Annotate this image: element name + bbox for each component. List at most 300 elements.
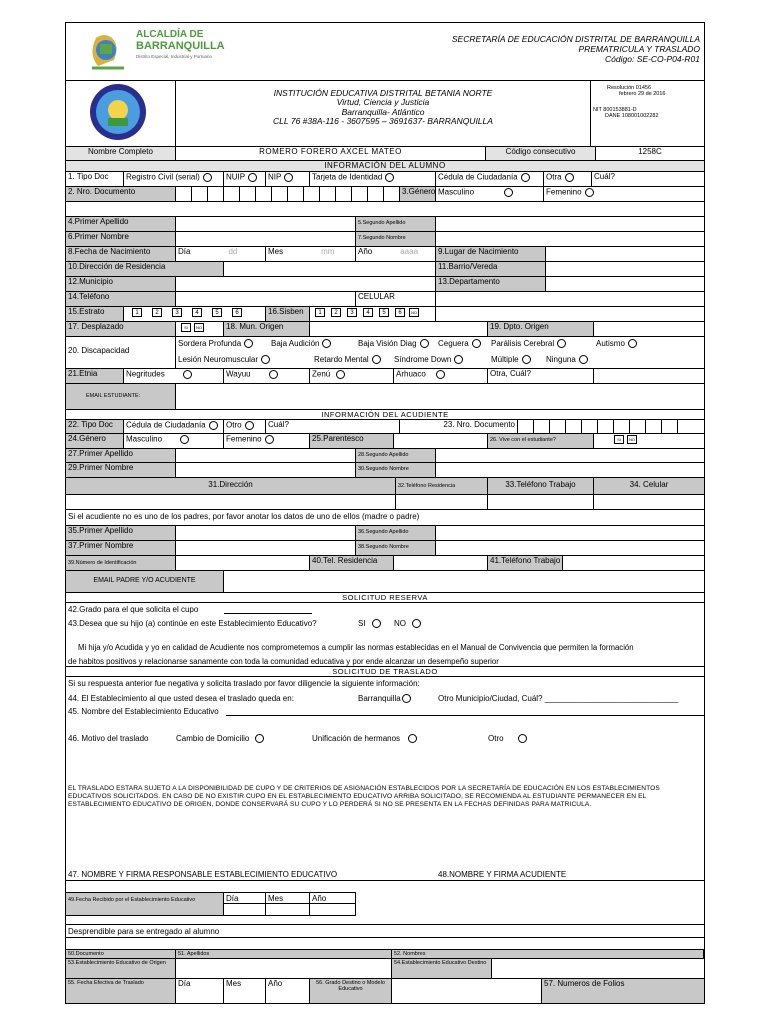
dpto-origen-input[interactable] [594, 322, 704, 336]
fecha-recibido-table [66, 892, 356, 916]
segundo-apellido-label: 5.Segundo Apellido [356, 217, 436, 231]
acud-celular-input[interactable] [594, 495, 704, 509]
parentesco-input[interactable] [394, 434, 488, 448]
desp-nombres [392, 950, 704, 958]
opt-nip-label: NIP [268, 172, 282, 182]
row-apellidos [66, 217, 704, 232]
compromiso-line2: de habitos positivos y relacionarse sanamente con toda la comunidad educativa y por ende alcanzar un desempeño superior [68, 657, 499, 666]
desp-mes: Mes [224, 979, 266, 1003]
section-reserva: SOLICITUD RESERVA [66, 593, 704, 603]
acud-doc-digit-box[interactable] [678, 420, 704, 433]
resolucion-fecha: febrero 29 de 2016 [619, 91, 666, 98]
mes-field[interactable] [266, 247, 356, 261]
doc-digit-box[interactable] [256, 187, 272, 201]
logo-sub: Distrito Especial, Industrial y Portuario [136, 54, 213, 59]
primer-apellido-label: 4.Primer Apellido [66, 217, 176, 231]
acud-opt-masculino[interactable] [124, 434, 224, 448]
estrato-box[interactable]: 5 [212, 308, 222, 317]
etnia-otra[interactable]: Otra, Cuál? [488, 369, 594, 383]
doc-digit-box[interactable] [176, 187, 192, 201]
acud-direccion-label: 31.Dirección [66, 478, 396, 494]
institution-city: Barranquilla- Atlántico [341, 106, 425, 117]
doc-digit-box[interactable] [304, 187, 320, 201]
radio-circle-icon[interactable] [521, 173, 530, 182]
row-nro-doc [66, 187, 704, 202]
radio-circle-icon[interactable] [372, 355, 381, 364]
sisben-box[interactable]: NO [411, 310, 417, 315]
telefono-label: 14.Teléfono [66, 292, 176, 306]
doc-digit-box[interactable] [368, 187, 384, 201]
disc-autismo-label: Autismo [596, 339, 625, 348]
acud-tipo-doc-label: 22. Tipo Doc [66, 420, 124, 433]
email-estudiante-label: EMAIL ESTUDIANTE: [66, 384, 176, 409]
opt-cual[interactable]: Cuál? [594, 172, 615, 181]
fecha-recibido-label: 49.Fecha Recibido por el Establecimiento Educativo [66, 892, 224, 916]
disc-lesion[interactable] [178, 355, 270, 364]
q43-no-label: NO [394, 619, 406, 628]
discapacidad-label: 20. Discapacidad [66, 337, 176, 368]
padre-segundo-nombre-input[interactable] [436, 541, 704, 555]
consecutive-label: Código consecutivo [486, 147, 596, 160]
dia-field[interactable] [176, 247, 266, 261]
acud-opt-cedula-label: Cédula de Ciudadanía [126, 420, 206, 430]
q44-barranquilla-label: Barranquilla [358, 694, 401, 703]
padre-primer-nombre-label: 37.Primer Nombre [66, 541, 176, 555]
acud-opt-otro[interactable] [224, 420, 266, 433]
document-title: PREMATRICULA Y TRASLADO [578, 44, 700, 54]
vive-label: 26. Vive con el estudiante? [488, 434, 594, 448]
lugar-nac-input[interactable] [546, 247, 704, 261]
row-acud-genero [66, 434, 704, 449]
desp-nombres-label: 52. Nombres [394, 951, 426, 957]
tipo-doc-label: 1. Tipo Doc [66, 172, 124, 186]
radio-circle-icon[interactable] [579, 355, 588, 364]
desp-documento: 50.Documento [66, 950, 176, 958]
acud-tel-trab-label: 33.Teléfono Trabajo [488, 478, 594, 494]
nro-doc-label: 2. Nro. Documento [66, 187, 176, 201]
q43-si-label: SI [358, 619, 366, 628]
doc-digit-box[interactable] [320, 187, 336, 201]
segundo-nombre-label: 7.Segundo Nombre [356, 232, 436, 246]
sisben-box[interactable]: 1 [315, 308, 325, 317]
q46-unificacion[interactable] [312, 734, 417, 743]
acud-doc-digit-box[interactable] [550, 420, 566, 433]
estrato-box[interactable]: 2 [152, 308, 162, 317]
radio-circle-icon[interactable] [265, 435, 274, 444]
acud-doc-digit-box[interactable] [614, 420, 630, 433]
disc-multiple-label: Múltiple [491, 355, 519, 364]
acud-tel-trab-input[interactable] [488, 495, 594, 509]
radio-circle-icon[interactable] [436, 370, 445, 379]
q45-input[interactable] [226, 715, 704, 716]
radio-circle-icon[interactable] [245, 421, 254, 430]
doc-digit-box[interactable] [352, 187, 368, 201]
logo-alcaldia [66, 23, 426, 80]
institution-name: INSTITUCIÓN EDUCATIVA DISTRITAL BETANIA NORTE [273, 88, 493, 98]
desplazado-si-box[interactable]: SI [181, 323, 191, 332]
desprendible-title: Desprendible para se entregado al alumno [68, 927, 220, 936]
fecha-recibido-mes: Mes [266, 892, 310, 904]
estrato-blank [436, 307, 704, 321]
departamento-input[interactable] [546, 277, 704, 291]
q43-no[interactable] [394, 619, 421, 628]
acud-opt-cedula[interactable] [124, 420, 224, 433]
dpto-origen-label: 19. Dpto. Origen [488, 322, 594, 336]
acud-tel-res-input[interactable] [396, 495, 488, 509]
q44-barranquilla[interactable] [358, 694, 411, 703]
acud-primer-apellido-input[interactable] [176, 449, 356, 462]
opt-registro-label: Registro Civil (serial) [126, 172, 200, 182]
vive-no-box[interactable]: NO [629, 437, 635, 442]
parentesco-label: 25.Parentesco [310, 434, 394, 448]
padre-primer-nombre-input[interactable] [176, 541, 356, 555]
doc-digit-box[interactable] [240, 187, 256, 201]
desp-est-destino-input[interactable] [492, 959, 704, 978]
direccion-input[interactable] [224, 262, 436, 276]
disc-paralisis[interactable] [491, 339, 566, 348]
doc-digit-box[interactable] [272, 187, 288, 201]
sisben-label: 16.Sisben [266, 307, 310, 321]
row-acud-apellidos [66, 449, 704, 463]
opt-cedula-label: Cédula de Ciudadanía [438, 172, 518, 182]
opt-otra[interactable] [544, 172, 592, 186]
acud-doc-digit-box[interactable] [566, 420, 582, 433]
radio-circle-icon[interactable] [209, 421, 218, 430]
row-acud-contacto-headers [66, 478, 704, 495]
q46-cambio[interactable] [176, 734, 264, 743]
email-estudiante-input[interactable] [176, 384, 704, 409]
acud-segundo-apellido-input[interactable] [436, 449, 704, 462]
row-firmas [66, 869, 704, 881]
resolucion: Resolución 01456 [607, 85, 652, 91]
acud-doc-digit-box[interactable] [534, 420, 550, 433]
institution-legal [591, 81, 704, 146]
radio-circle-icon[interactable] [628, 339, 637, 348]
mun-origen-input[interactable] [310, 322, 488, 336]
acud-primer-apellido-label: 27.Primer Apellido [66, 449, 176, 462]
row-municipio [66, 277, 704, 292]
municipio-input[interactable] [176, 277, 436, 291]
q43-label: 43.Desea que su hijo (a) continúe en este Establecimiento Educativo? [68, 619, 317, 628]
padre-primer-apellido-input[interactable] [176, 526, 356, 540]
acud-doc-digit-box[interactable] [598, 420, 614, 433]
radio-circle-icon[interactable] [385, 173, 394, 182]
q42-input[interactable] [224, 613, 312, 614]
disc-sordera[interactable] [178, 339, 253, 348]
desp-dia: Día [176, 979, 224, 1003]
opt-registro[interactable] [124, 172, 224, 186]
disc-ceguera[interactable] [438, 339, 481, 348]
disc-autismo[interactable] [596, 339, 637, 348]
disc-baja-vision[interactable] [358, 339, 429, 348]
vive-options [594, 434, 704, 448]
row-desp-3 [66, 979, 704, 1003]
q42-label: 42.Grado para el que solicita el cupo [68, 605, 199, 614]
acud-doc-digit-box[interactable] [630, 420, 646, 433]
sisben-box[interactable]: 2 [331, 308, 341, 317]
municipio-label: 12.Municipio [66, 277, 176, 291]
anio-field[interactable] [356, 247, 436, 261]
fecha-recibido-dia-input[interactable] [224, 904, 266, 916]
q44-otro-municipio[interactable]: Otro Municipio/Ciudad, Cuál? ______________________________ [438, 694, 679, 703]
block-reserva [66, 603, 704, 667]
radio-circle-icon[interactable] [180, 435, 189, 444]
row-email-padre [66, 571, 704, 593]
disc-retardo[interactable] [314, 355, 381, 364]
radio-circle-icon[interactable] [557, 339, 566, 348]
doc-digit-box[interactable] [336, 187, 352, 201]
fecha-nac-label: 8.Fecha de Nacimiento [66, 247, 176, 261]
disc-ceguera-label: Ceguera [438, 339, 469, 348]
doc-digit-box[interactable] [224, 187, 240, 201]
acud-primer-nombre-input[interactable] [176, 463, 356, 477]
etnia-otra-input[interactable] [594, 369, 704, 383]
firma-responsable-label: 47. NOMBRE Y FIRMA RESPONSABLE ESTABLECIMIENTO EDUCATIVO [68, 870, 338, 879]
block-traslado [66, 677, 704, 872]
desplazado-label: 17. Desplazado [66, 322, 176, 336]
traslado-nota: Si su respuesta anterior fue negativa y solicita traslado por favor diligencie la siguiente información: [68, 679, 420, 688]
logo-line1: ALCALDÍA DE [136, 29, 204, 40]
disc-baja-audicion[interactable] [271, 339, 331, 348]
acud-doc-digit-box[interactable] [662, 420, 678, 433]
etnia-wayuu-label: Wayuu [226, 369, 251, 379]
estrato-options [124, 307, 266, 321]
primer-nombre-label: 6.Primer Nombre [66, 232, 176, 246]
radio-circle-icon[interactable] [412, 619, 421, 628]
radio-circle-icon[interactable] [203, 173, 212, 182]
acud-celular-label: 34. Celular [594, 478, 704, 494]
row-direccion [66, 262, 704, 277]
doc-digit-box[interactable] [192, 187, 208, 201]
opt-nip[interactable] [266, 172, 310, 186]
institution-seal-icon [68, 82, 168, 142]
nota-padres: Si el acudiente no es uno de los padres, por favor anotar los datos de uno de ellos (madre o padre) [68, 512, 420, 521]
padre-tel-res-input[interactable] [394, 556, 488, 570]
padre-tel-trab-label: 41.Teléfono Trabajo [488, 556, 563, 570]
opt-femenino-label: Femenino [546, 187, 582, 197]
student-name-label: Nombre Completo [66, 147, 176, 160]
doc-digit-box[interactable] [384, 187, 400, 201]
radio-circle-icon[interactable] [585, 188, 594, 197]
acud-doc-digit-box[interactable] [582, 420, 598, 433]
estrato-label: 15.Estrato [66, 307, 124, 321]
doc-digit-box[interactable] [288, 187, 304, 201]
disc-paralisis-label: Parálisis Cerebral [491, 339, 555, 348]
radio-circle-icon[interactable] [269, 370, 278, 379]
disc-baja-vision-label: Baja Visión Diag [358, 339, 417, 348]
acud-direccion-input[interactable] [66, 495, 396, 509]
fecha-recibido-dia: Día [224, 892, 266, 904]
padre-primer-apellido-label: 35.Primer Apellido [66, 526, 176, 540]
fecha-recibido-mes-input[interactable] [266, 904, 310, 916]
disc-ninguna[interactable] [546, 355, 588, 364]
q46-unificacion-label: Unificación de hermanos [312, 734, 401, 743]
estrato-box[interactable]: 4 [192, 308, 202, 317]
row-fecha-nac [66, 247, 704, 262]
radio-circle-icon[interactable] [336, 370, 345, 379]
q46-cambio-label: Cambio de Domicilio [176, 734, 250, 743]
radio-circle-icon[interactable] [244, 339, 253, 348]
dia-label: Día [178, 247, 191, 256]
disc-lesion-label: Lesión Neuromuscular [178, 355, 259, 364]
primer-apellido-input[interactable] [176, 217, 356, 231]
q45-label: 45. Nombre del Establecimiento Educativo [68, 707, 219, 716]
acud-doc-digit-box[interactable] [646, 420, 662, 433]
sisben-box[interactable]: 6 [395, 308, 405, 317]
row-estrato [66, 307, 704, 322]
etnia-wayuu[interactable] [224, 369, 310, 383]
opt-otra-label: Otra [546, 172, 562, 182]
disc-multiple[interactable] [491, 355, 531, 364]
radio-circle-icon[interactable] [522, 355, 531, 364]
institution-info [176, 81, 591, 146]
doc-digit-box[interactable] [208, 187, 224, 201]
desp-est-destino: 54.Establecimiento Educativo Destino [392, 959, 492, 978]
desp-est-origen-input[interactable] [176, 959, 392, 978]
row-padre-apellidos [66, 526, 704, 541]
opt-nuip[interactable] [224, 172, 266, 186]
padre-segundo-apellido-input[interactable] [436, 526, 704, 540]
estrato-box[interactable]: 6 [232, 308, 242, 317]
desplazado-no-box[interactable]: NO [196, 325, 202, 330]
opt-nuip-label: NUIP [226, 172, 246, 182]
opt-tarjeta[interactable] [310, 172, 436, 186]
radio-circle-icon[interactable] [261, 355, 270, 364]
sisben-box[interactable]: 4 [363, 308, 373, 317]
acud-genero-label: 24.Género [66, 434, 124, 448]
student-name-value[interactable]: ROMERO FORERO AXCEL MATEO [176, 147, 486, 160]
celular-label: CELULAR [356, 292, 436, 306]
padre-tel-trab-input[interactable] [563, 556, 704, 570]
q46-otro-label: Otro [488, 734, 504, 743]
padre-id-label: 39.Número de Identificación [66, 556, 176, 570]
telefono-input[interactable] [176, 292, 356, 306]
opt-cedula[interactable] [436, 172, 544, 186]
celular-input[interactable] [436, 292, 704, 306]
opt-masculino[interactable] [436, 187, 544, 201]
estrato-box[interactable]: 3 [172, 308, 182, 317]
desp-grado-input[interactable] [392, 979, 542, 1003]
segundo-nombre-input[interactable] [436, 232, 704, 246]
genero-label: 3.Género [400, 187, 436, 201]
segundo-apellido-input[interactable] [436, 217, 704, 231]
padre-segundo-nombre-label: 38.Segundo Nombre [356, 541, 436, 555]
radio-circle-icon[interactable] [322, 339, 331, 348]
sisben-box[interactable]: 3 [347, 308, 357, 317]
section-acudiente: INFORMACIÓN DEL ACUDIENTE [66, 410, 704, 420]
radio-circle-icon[interactable] [518, 734, 527, 743]
desplazado-options [176, 322, 224, 336]
section-alumno: INFORMACIÓN DEL ALUMNO [66, 161, 704, 172]
radio-circle-icon[interactable] [565, 173, 574, 182]
acud-segundo-nombre-label: 30.Segundo Nombre [356, 463, 436, 477]
disc-down[interactable] [394, 355, 463, 364]
disc-sordera-label: Sordera Profunda [178, 339, 242, 348]
institution-address: CLL 76 #38A-116 - 3607595 – 3691637- BARRANQUILLA [273, 116, 493, 127]
secretaria-title: SECRETARÍA DE EDUCACIÓN DISTRITAL DE BARRANQUILLA [451, 34, 700, 44]
institution-seal [66, 81, 176, 146]
disc-down-label: Síndrome Down [394, 355, 452, 364]
fecha-recibido-anio-input[interactable] [310, 904, 356, 916]
acud-opt-femenino[interactable] [224, 434, 310, 448]
barrio-label: 11.Barrio/Vereda [436, 262, 546, 276]
acud-opt-masculino-label: Masculino [126, 434, 163, 444]
radio-circle-icon[interactable] [420, 339, 429, 348]
radio-circle-icon[interactable] [504, 188, 513, 197]
anio-label: Año [358, 247, 373, 256]
sisben-options [310, 307, 436, 321]
q46-otro[interactable] [488, 734, 527, 743]
lugar-nac-label: 9.Lugar de Nacimiento [436, 247, 546, 261]
firma-acudiente-label: 48.NOMBRE Y FIRMA ACUDIENTE [438, 870, 567, 879]
row-blank [66, 202, 704, 217]
radio-circle-icon[interactable] [372, 619, 381, 628]
acud-segundo-nombre-input[interactable] [436, 463, 704, 477]
etnia-negritudes[interactable] [124, 369, 224, 383]
radio-circle-icon[interactable] [183, 370, 192, 379]
nit: NIT 800153881-D [593, 107, 637, 114]
primer-nombre-input[interactable] [176, 232, 356, 246]
desp-folios: 57. Numeros de Folios [542, 979, 704, 1003]
disc-retardo-label: Retardo Mental [314, 355, 369, 364]
sisben-box[interactable]: 5 [379, 308, 389, 317]
opt-tarjeta-label: Tarjeta de Identidad [312, 172, 383, 182]
row-desprendible [66, 924, 704, 938]
consecutive-value[interactable]: 1258C [638, 147, 662, 156]
mes-label: Mes [268, 247, 284, 256]
radio-circle-icon[interactable] [472, 339, 481, 348]
q43-si[interactable] [358, 619, 381, 628]
radio-circle-icon[interactable] [402, 694, 411, 703]
row-acud-tipo-doc [66, 420, 704, 434]
radio-circle-icon[interactable] [248, 173, 257, 182]
row-nota-padres [66, 510, 704, 526]
disc-baja-audicion-label: Baja Audición [271, 339, 320, 348]
padre-id-input[interactable] [176, 556, 310, 570]
row-etnia [66, 369, 704, 384]
etnia-arhuaco[interactable] [394, 369, 488, 383]
opt-masculino-label: Masculino [438, 187, 475, 197]
row-tipo-doc [66, 172, 704, 187]
row-discapacidad [66, 337, 704, 369]
radio-circle-icon[interactable] [408, 734, 417, 743]
acud-segundo-apellido-label: 28.Segundo Apellido [356, 449, 436, 462]
institution-motto: Virtud, Ciencia y Justicia [336, 97, 430, 108]
etnia-zenu-label: Zenú [312, 369, 331, 379]
radio-circle-icon[interactable] [284, 173, 293, 182]
acud-opt-cual[interactable]: Cuál? [266, 420, 400, 433]
email-padre-input[interactable] [224, 571, 704, 592]
estrato-box[interactable]: 1 [132, 308, 142, 317]
acud-nro-doc-label: 23. Nro. Documento [400, 420, 518, 433]
dane: DANE 108001002282 [605, 113, 659, 120]
traslado-aviso: EL TRASLADO ESTARA SUJETO A LA DISPONIBILIDAD DE CUPO Y DE CRITERIOS DE ASIGNACIÓN ESTABLECIDOS POR LA SECRETARÍA DE EDUCACIÓN EN LOS ESTABLECIMIENTOS EDUCATIVOS SOLICITADOS. EN CASO DE NO EXISTIR CUPO EN EL ESTABLECIMIENTO EDUCATIVO ARRIBA SOLICITADO, SE RECOMIENDA AL ESTUDIANTE PERMANECER EN EL ESTABLECIMIENTO EDUCATIVO DE ORIGEN, DONDE CONSERVARÁ SU CUPO Y LO PERDERÁ SI NO SE PRESENTA EN LA FECHAS DEFINIDAS PARA MATRICULA. [68, 785, 660, 808]
opt-femenino[interactable] [544, 187, 704, 201]
vive-si-box[interactable]: SI [614, 435, 624, 444]
radio-circle-icon[interactable] [255, 734, 264, 743]
institution-row [66, 81, 704, 147]
etnia-zenu[interactable] [310, 369, 394, 383]
barrio-input[interactable] [546, 262, 704, 276]
student-name-row [66, 147, 704, 161]
etnia-arhuaco-label: Arhuaco [396, 369, 426, 379]
row-desp-2 [66, 959, 704, 979]
row-padre-nombres [66, 541, 704, 556]
dd-placeholder: dd [228, 247, 238, 256]
mm-placeholder: mm [321, 247, 335, 256]
radio-circle-icon[interactable] [454, 355, 463, 364]
acud-doc-digit-box[interactable] [518, 420, 534, 433]
